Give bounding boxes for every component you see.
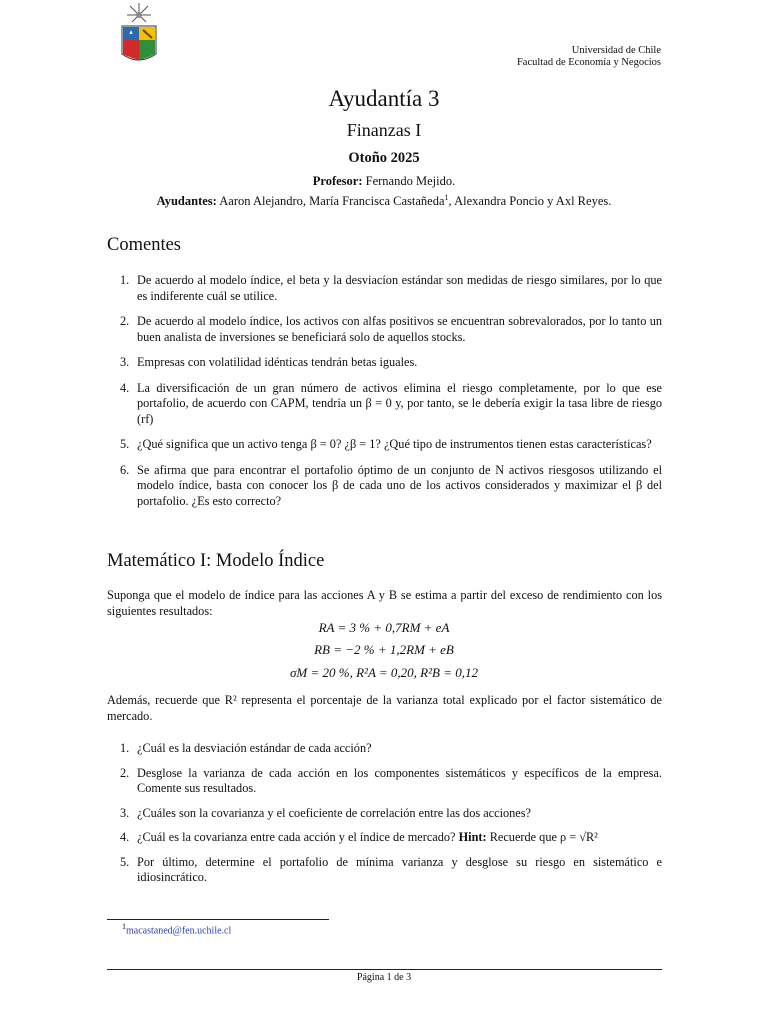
hint-text: Recuerde que ρ = √R² (489, 830, 598, 844)
professor-name: Fernando Mejido. (365, 174, 456, 188)
assistants-names-b: , Alexandra Poncio y Axl Reyes. (448, 194, 612, 209)
footnote-number: 1 (122, 922, 126, 931)
document-title: Ayudantía 3 (328, 86, 440, 111)
list-item: 2. Desglose la varianza de cada acción en los componentes sistemáticos y específicos de la empresa. Comente sus resultados. (120, 765, 662, 795)
footnote (122, 922, 231, 936)
list-item: 3. ¿Cuáles son la covarianza y el coeficiente de correlación entre las dos acciones? (120, 805, 531, 820)
professor-label: Profesor: (312, 174, 363, 188)
list-item: 4. La diversificación de un gran número de activos elimina el riesgo completamente, por lo que ese portafolio, de acuerdo con CAPM, tendría un β = 0 y, por tanto, se le debería exigir la tasa libre de riesgo (rf) (120, 380, 662, 426)
institution-header (517, 45, 661, 69)
list-item: 5. Por último, determine el portafolio de mínima varianza y desglose su riesgo en sistemático e idiosincrático. (120, 854, 662, 884)
assistants-line (0, 193, 768, 209)
equation-parameters: σM = 20 %, R²A = 0,20, R²B = 0,12 (290, 665, 478, 680)
university-name: Universidad de Chile (571, 45, 661, 56)
list-item: 3. Empresas con volatilidad idénticas tendrán betas iguales. (120, 355, 418, 369)
list-item: 2. De acuerdo al modelo índice, los activos con alfas positivos se encuentran sobrevalorados, por lo tanto un buen analista de inversiones se beneficiará solo de aquellos stocks. (120, 314, 662, 344)
section-heading-comentes: Comentes (107, 235, 181, 255)
comentes-list (107, 273, 662, 519)
equation-ra: RA = 3 % + 0,7RM + eA (318, 620, 450, 635)
assistants-label: Ayudantes: (156, 194, 217, 209)
list-item: 6. Se afirma que para encontrar el portafolio óptimo de un conjunto de N activos riesgosos utilizando el modelo índice, basta con conocer los β de cada uno de los activos considerados y maximizar el β del portafolio. ¿Es esto correcto? (120, 462, 662, 508)
footnote-marker: 1 (444, 193, 449, 202)
matematico-questions-list (107, 741, 662, 895)
page-number: Página 1 de 3 (356, 972, 412, 983)
r2-note-paragraph: Además, recuerde que R² representa el porcentaje de la varianza total explicado por el factor sistemático de mercado. (107, 693, 662, 723)
faculty-name: Facultad de Economía y Negocios (516, 57, 661, 68)
footnote-email-link[interactable]: macastaned@fen.uchile.cl (126, 925, 232, 937)
list-item: 1. De acuerdo al modelo índice, el beta y la desviacíon estándar son medidas de riesgo similares, por lo que es indiferente cuál se utilice. (120, 273, 662, 303)
list-item: 1. ¿Cuál es la desviación estándar de cada acción? (120, 741, 372, 755)
equation-rb: RB = −2 % + 1,2RM + eB (314, 642, 454, 657)
university-logo (118, 2, 160, 66)
intro-paragraph: Suponga que el modelo de índice para las acciones A y B se estima a partir del exceso de rendimiento con los siguientes resultados: (107, 588, 662, 618)
footnote-rule (107, 919, 329, 920)
footer-rule (107, 969, 662, 970)
hint-label: Hint: (458, 830, 487, 844)
list-item: 5. ¿Qué significa que un activo tenga β = 0? ¿β = 1? ¿Qué tipo de instrumentos tienen estas características? (120, 437, 652, 451)
assistants-names-a: Aaron Alejandro, María Francisca Castañeda (219, 194, 445, 209)
term: Otoño 2025 (348, 150, 420, 166)
professor-line (0, 174, 768, 189)
section-heading-matematico: Matemático I: Modelo Índice (107, 551, 325, 571)
list-item: 4. ¿Cuál es la covarianza entre cada acción y el índice de mercado? Hint: Recuerde que ρ = √R² (120, 830, 598, 844)
course-name: Finanzas I (346, 120, 422, 140)
